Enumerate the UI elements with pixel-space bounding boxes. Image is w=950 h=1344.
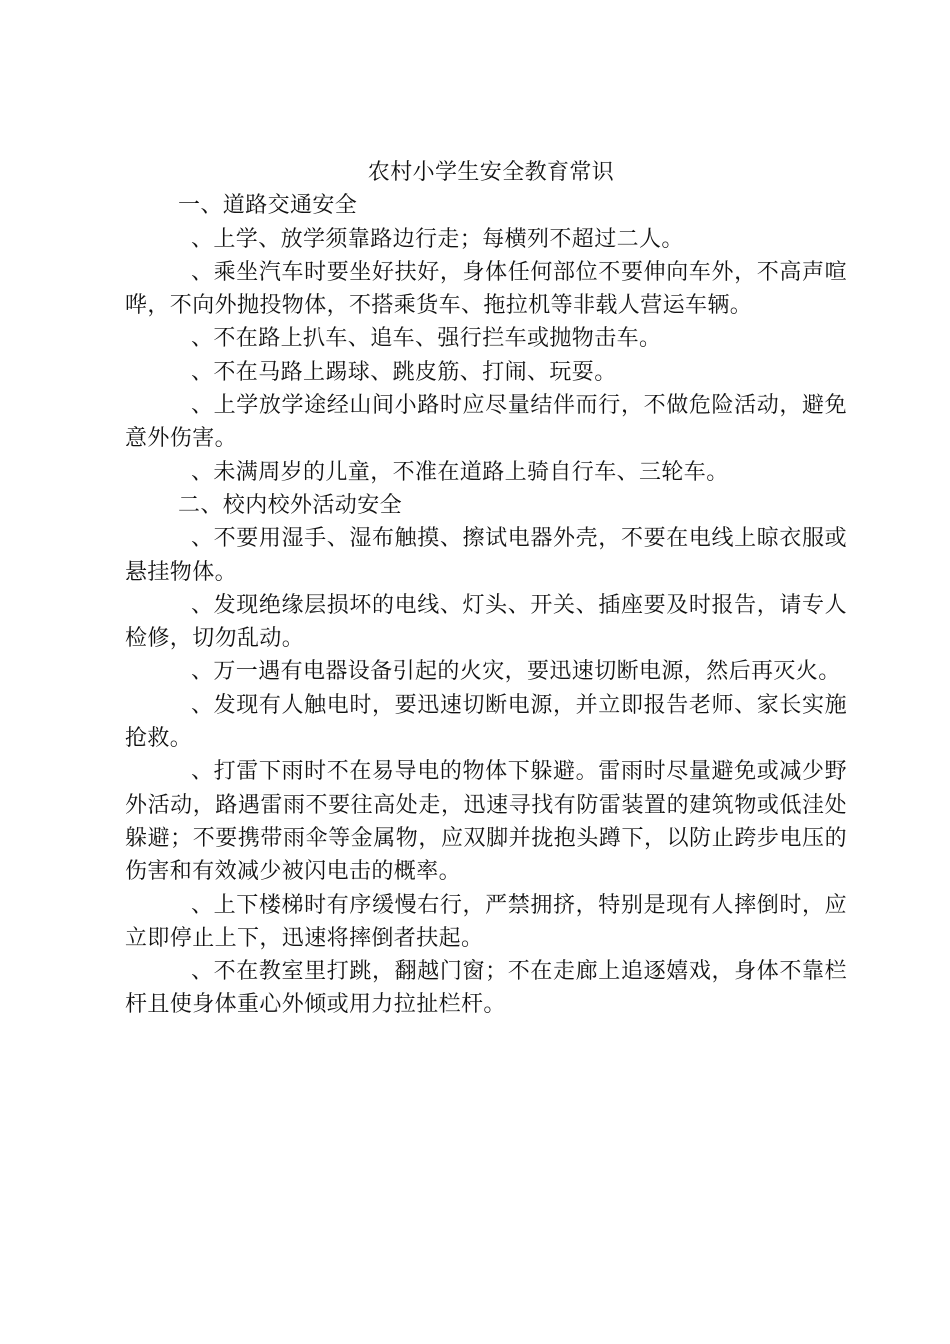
road-safety-item-6: 、未满周岁的儿童，不准在道路上骑自行车、三轮车。: [191, 459, 729, 485]
activity-safety-item-2: 、发现绝缘层损坏的电线、灯头、开关、插座要及时报告，请专人检修，切勿乱动。: [125, 592, 847, 652]
road-safety-item-5: 、上学放学途经山间小路时应尽量结伴而行，不做危险活动，避免意外伤害。: [125, 393, 847, 452]
document-title: 农村小学生安全教育常识: [367, 160, 615, 185]
road-safety-item-3: 、不在路上扒车、追车、强行拦车或抛物击车。: [191, 326, 662, 352]
activity-safety-item-3: 、万一遇有电器设备引起的火灾，要迅速切断电源，然后再灭火。: [191, 659, 841, 685]
activity-safety-item-5: 、打雷下雨时不在易导电的物体下躲避。雷雨时尽量避免或减少野外活动，路遇雷雨不要往高处走，迅速寻找有防雷装置的建筑物或低洼处躲避；不要携带雨伞等金属物，应双脚并拢抱头蹲下，以防止跨步电压的伤害和有效减少被闪电击的概率。: [125, 759, 847, 885]
activity-safety-item-4: 、发现有人触电时，要迅速切断电源，并立即报告老师、家长实施抢救。: [125, 692, 847, 752]
road-safety-item-4: 、不在马路上踢球、跳皮筋、打闹、玩耍。: [191, 359, 617, 385]
section-heading-activity-safety: 二、校内校外活动安全: [178, 492, 403, 518]
road-safety-item-1: 、上学、放学须靠路边行走；每横列不超过二人。: [191, 226, 684, 252]
activity-safety-item-6: 、上下楼梯时有序缓慢右行，严禁拥挤，特别是现有人摔倒时，应立即停止上下，迅速将摔倒者扶起。: [125, 892, 847, 951]
road-safety-item-2: 、乘坐汽车时要坐好扶好，身体任何部位不要伸向车外，不高声喧哗，不向外抛投物体，不搭乘货车、拖拉机等非载人营运车辆。: [125, 259, 847, 319]
activity-safety-item-7: 、不在教室里打跳，翻越门窗；不在走廊上追逐嬉戏，身体不靠栏杆且使身体重心外倾或用力拉扯栏杆。: [125, 959, 847, 1018]
section-heading-road-safety: 一、道路交通安全: [178, 193, 358, 219]
document-body: [125, 156, 847, 1022]
activity-safety-item-1: 、不要用湿手、湿布触摸、擦试电器外壳，不要在电线上晾衣服或悬挂物体。: [125, 526, 847, 585]
